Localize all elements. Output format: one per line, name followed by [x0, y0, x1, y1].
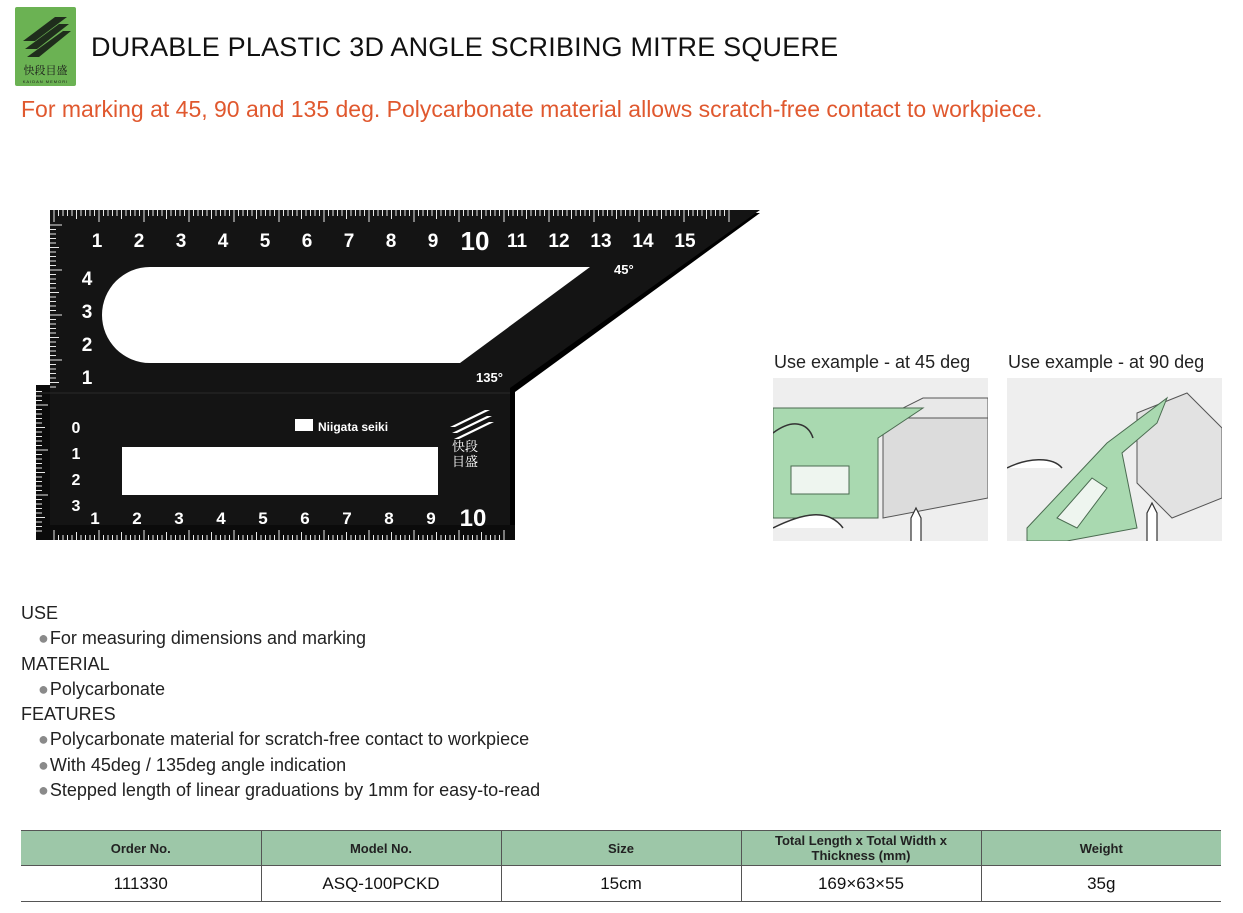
top-scale-label: 10 [460, 226, 490, 256]
table-header-row [21, 831, 1221, 866]
cell-dimensions: 169×63×55 [741, 866, 981, 902]
example-caption-45: Use example - at 45 deg [774, 352, 971, 372]
top-scale-label: 9 [427, 231, 439, 252]
example-image-90 [1007, 378, 1222, 541]
badge-label-2: 目盛 [452, 455, 479, 470]
top-scale-label: 15 [674, 231, 696, 252]
col-model-no: Model No. [261, 831, 501, 866]
material-item [21, 677, 721, 702]
use-item [21, 626, 721, 651]
left-scale-label: 2 [71, 472, 81, 489]
top-scale-label: 14 [632, 231, 654, 252]
feature-item [21, 727, 721, 752]
left-scale-label: 1 [71, 446, 81, 463]
bullet-icon: ● [38, 628, 49, 649]
cell-weight: 35g [981, 866, 1221, 902]
bottom-scale-label: 2 [132, 509, 142, 528]
logo-stripes-icon [15, 7, 76, 67]
top-scale-label: 2 [133, 231, 145, 252]
bottom-scale-label: 10 [459, 505, 487, 532]
feature-item [21, 778, 721, 803]
bullet-icon: ● [38, 678, 49, 699]
cell-model-no: ASQ-100PCKD [261, 866, 501, 902]
table-row [21, 866, 1221, 902]
material-heading: MATERIAL [21, 653, 110, 674]
badge-label: 快段 [452, 440, 479, 455]
logo-subtext: KAIDAN MEMORI [22, 79, 69, 84]
example-image-45 [773, 378, 988, 541]
top-scale-label: 8 [385, 231, 397, 252]
feature-item-text: Stepped length of linear graduations by 1mm for easy-to-read [49, 780, 541, 801]
bullet-icon: ● [38, 729, 49, 750]
col-order-no: Order No. [21, 831, 261, 866]
left-scale-label: 3 [71, 498, 81, 515]
top-scale-label: 12 [548, 231, 570, 252]
top-scale-label: 7 [343, 231, 355, 252]
bottom-scale-label: 9 [426, 509, 436, 528]
page-title: DURABLE PLASTIC 3D ANGLE SCRIBING MITRE SQUERE [91, 32, 839, 62]
bottom-scale-label: 7 [342, 509, 352, 528]
logo-text: 快段目盛 [23, 64, 68, 77]
bottom-scale-label: 3 [174, 509, 184, 528]
col-dimensions: Total Length x Total Width x Thickness (mm) [741, 831, 981, 866]
left-scale-label: 4 [81, 269, 93, 290]
angle-45-label: 45° [614, 262, 634, 277]
bottom-scale-label: 4 [216, 509, 226, 528]
left-scale-label: 0 [71, 420, 81, 437]
feature-item [21, 753, 721, 778]
example-caption-90: Use example - at 90 deg [1008, 352, 1205, 372]
top-scale-label: 13 [590, 231, 612, 252]
top-scale-label: 5 [259, 231, 271, 252]
top-scale-label: 3 [175, 231, 187, 252]
page-subtitle: For marking at 45, 90 and 135 deg. Polycarbonate material allows scratch-free contact to workpiece. [21, 96, 1043, 122]
left-scale-label: 1 [81, 368, 93, 389]
bottom-scale-label: 8 [384, 509, 394, 528]
material-item-text: Polycarbonate [49, 678, 165, 699]
bottom-scale-label: 6 [300, 509, 310, 528]
use-item-text: For measuring dimensions and marking [49, 628, 367, 649]
col-size: Size [501, 831, 741, 866]
top-scale-label: 4 [217, 231, 229, 252]
cell-size: 15cm [501, 866, 741, 902]
top-scale-label: 1 [91, 231, 103, 252]
product-image [30, 205, 770, 550]
square-body [36, 210, 760, 540]
use-heading: USE [21, 603, 59, 623]
feature-item-text: Polycarbonate material for scratch-free contact to workpiece [49, 729, 530, 750]
top-scale-label: 11 [506, 231, 528, 252]
cell-order-no: 111330 [21, 866, 261, 902]
brand-logo [15, 7, 76, 86]
feature-item-text: With 45deg / 135deg angle indication [49, 754, 347, 775]
bottom-scale-label: 1 [90, 509, 100, 528]
brand-name: Niigata seiki [318, 420, 389, 434]
left-scale-label: 2 [81, 335, 93, 356]
spec-list [21, 601, 721, 803]
bullet-icon: ● [38, 754, 49, 775]
top-scale-label: 6 [301, 231, 313, 252]
angle-135-label: 135° [476, 370, 503, 385]
col-weight: Weight [981, 831, 1221, 866]
spec-table [21, 830, 1221, 902]
bullet-icon: ● [38, 780, 49, 801]
bottom-scale-label: 5 [258, 509, 268, 528]
features-heading: FEATURES [21, 704, 116, 725]
left-scale-label: 3 [81, 302, 93, 323]
